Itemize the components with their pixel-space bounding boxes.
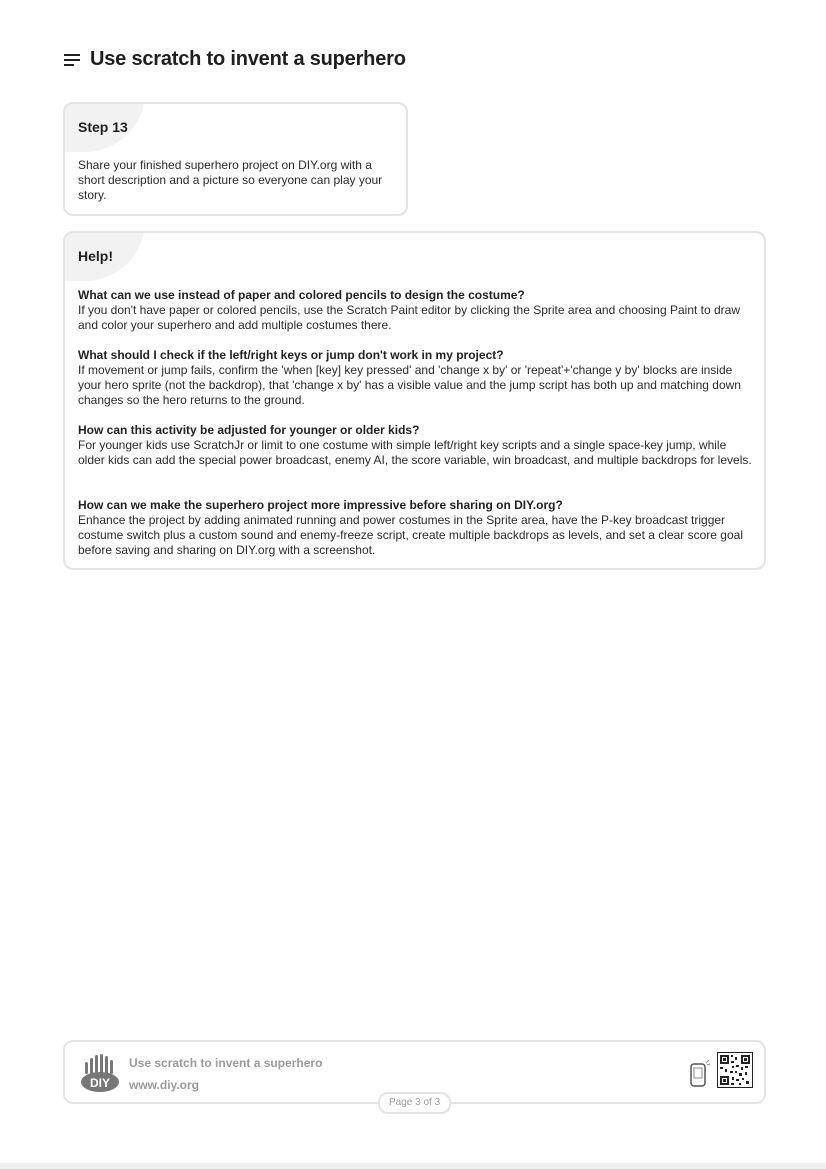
footer-url[interactable]: www.diy.org (129, 1078, 200, 1092)
menu-lines-icon (64, 53, 80, 67)
help-title: Help! (78, 248, 113, 264)
faq-question: What can we use instead of paper and colored pencils to design the costume? (78, 288, 525, 302)
help-card (63, 231, 766, 570)
faq-item (78, 288, 754, 333)
qr-code-icon[interactable] (717, 1052, 753, 1088)
page-title: Use scratch to invent a superhero (90, 48, 406, 70)
footer-title: Use scratch to invent a superhero (129, 1056, 323, 1070)
faq-answer: If you don't have paper or colored pencils, use the Scratch Paint editor by clicking the Sprite area and choosing Paint to draw and color your superhero and add multiple costumes there. (78, 303, 741, 332)
faq-question: How can we make the superhero project more impressive before sharing on DIY.org? (78, 498, 563, 512)
faq-question: How can this activity be adjusted for younger or older kids? (78, 423, 420, 437)
step-card (63, 102, 408, 216)
faq-answer: For younger kids use ScratchJr or limit to one costume with simple left/right key scripts and a single space-key jump, while older kids can add the special power broadcast, enemy AI, the score variable, win broadcast, and multiple backdrops for levels. (78, 438, 752, 467)
faq-item (78, 498, 754, 558)
title-row (64, 48, 406, 71)
faq-question: What should I check if the left/right keys or jump don't work in my project? (78, 348, 504, 362)
diy-logo-text: DIY (89, 1076, 111, 1090)
faq-answer: If movement or jump fails, confirm the 'when [key] key pressed' and 'change x by' or 'repeat'+'change y by' blocks are inside your hero sprite (not the backdrop), that 'change x by' has a visible value and the jump script has both up and matching down changes so the hero returns to the ground. (78, 363, 741, 407)
bottom-strip (0, 1163, 826, 1169)
faq-answer: Enhance the project by adding animated running and power costumes in the Sprite area, have the P-key broadcast trigger costume switch plus a custom sound and enemy-freeze script, create multiple backdrops as levels, and set a clear score goal before saving and sharing on DIY.org with a screenshot. (78, 513, 743, 557)
step-text: Share your finished superhero project on DIY.org with a short description and a picture so everyone can play your story. (78, 158, 383, 202)
diy-logo-icon (79, 1052, 121, 1094)
step-label: Step 13 (78, 119, 128, 135)
faq-item (78, 348, 754, 408)
faq-item (78, 423, 754, 468)
page-indicator: Page 3 of 3 (378, 1092, 451, 1114)
phone-scan-icon (689, 1058, 711, 1088)
